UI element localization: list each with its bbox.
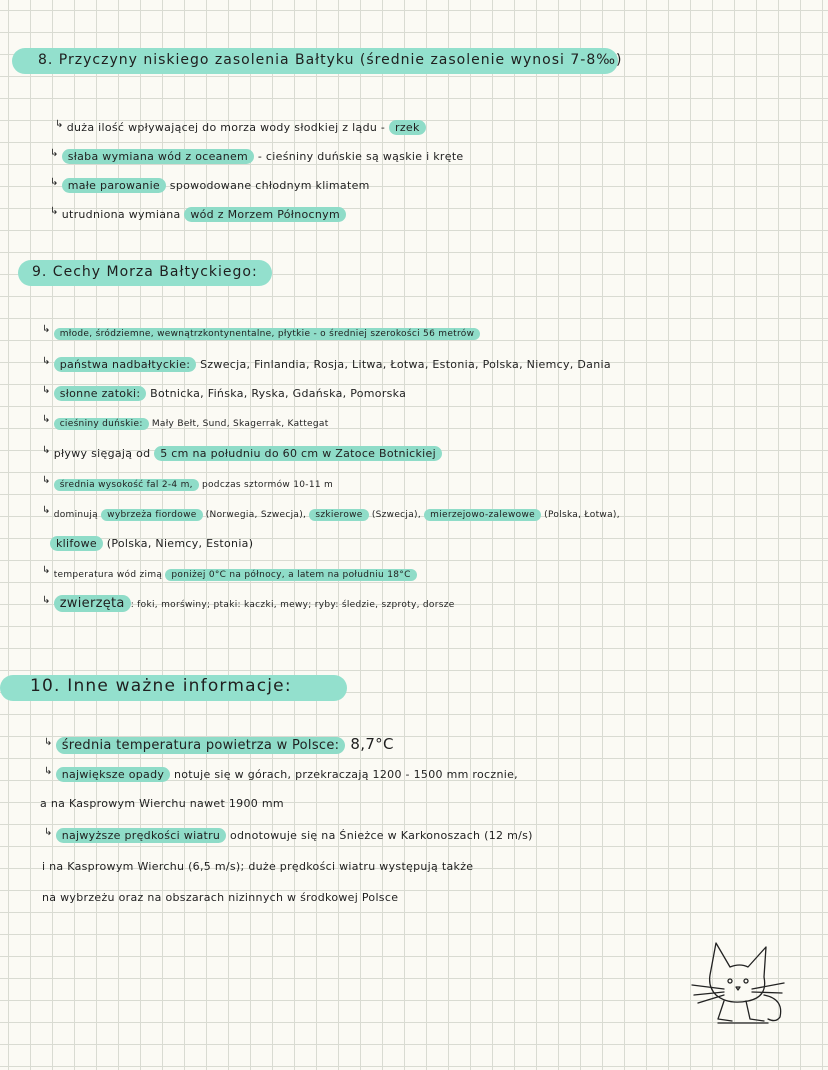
- arrow-icon: ↳: [42, 595, 51, 606]
- arrow-icon: ↳: [42, 414, 51, 425]
- arrow-icon: ↳: [50, 177, 59, 188]
- s8-item-3-text: spowodowane chłodnym klimatem: [166, 179, 370, 192]
- s9-item-3: [42, 386, 406, 403]
- section-8-heading: 8. Przyczyny niskiego zasolenia Bałtyku (średnie zasolenie wynosi 7-8‰): [38, 52, 623, 68]
- s9-item-5-highlight: 5 cm na południu do 60 cm w Zatoce Botnickiej: [154, 446, 442, 461]
- s10-item-3-continued-2: na wybrzeżu oraz na obszarach nizinnych w środkowej Polsce: [42, 891, 399, 904]
- arrow-icon: ↳: [42, 385, 51, 396]
- s10-item-3-highlight: najwyższe prędkości wiatru: [56, 828, 227, 843]
- s8-item-1-highlight: rzek: [389, 120, 426, 135]
- s8-item-2-text: - cieśniny duńskie są wąskie i kręte: [254, 150, 464, 163]
- s10-item-2-continued: a na Kasprowym Wierchu nawet 1900 mm: [40, 797, 284, 810]
- section-10-heading: 10. Inne ważne informacje:: [30, 676, 292, 696]
- s9-item-10-text: : foki, morświny; ptaki: kaczki, mewy; ryby: śledzie, szproty, dorsze: [130, 600, 455, 610]
- s10-item-1-highlight: średnia temperatura powietrza w Polsce:: [56, 737, 346, 754]
- s10-item-3: [44, 828, 533, 845]
- s10-item-2-text: notuje się w górach, przekraczają 1200 - 1500 mm rocznie,: [170, 768, 518, 781]
- arrow-icon: ↳: [42, 445, 51, 456]
- s9-item-7-text-b: (Norwegia, Szwecja),: [202, 510, 310, 520]
- s9-item-4-text: Mały Bełt, Sund, Skagerrak, Kattegat: [148, 419, 329, 429]
- s8-item-2-highlight: słaba wymiana wód z oceanem: [62, 149, 254, 164]
- s8-item-1: [55, 120, 426, 137]
- s9-item-4-highlight: cieśniny duńskie:: [54, 418, 149, 430]
- s9-item-5: [42, 446, 442, 463]
- s9-item-3-text: Botnicka, Fińska, Ryska, Gdańska, Pomorska: [146, 387, 407, 400]
- s8-item-2: [50, 149, 464, 166]
- arrow-icon: ↳: [42, 505, 51, 516]
- arrow-icon: ↳: [44, 827, 53, 838]
- s9-item-9-text: temperatura wód zimą: [53, 570, 166, 580]
- s9-item-9: [42, 567, 417, 583]
- s9-item-1-highlight: młode, śródziemne, wewnątrzkontynentalne, płytkie - o średniej szerokości 56 metrów: [54, 328, 481, 340]
- section-9-heading: 9. Cechy Morza Bałtyckiego:: [32, 264, 258, 280]
- s10-item-2-highlight: największe opady: [56, 767, 170, 782]
- s8-item-4: [50, 207, 346, 224]
- s9-item-8-highlight: klifowe: [50, 536, 103, 551]
- s10-item-3-continued-1: i na Kasprowym Wierchu (6,5 m/s); duże prędkości wiatru występują także: [42, 860, 474, 873]
- s9-item-7: [42, 507, 620, 523]
- s8-item-3-highlight: małe parowanie: [62, 178, 166, 193]
- arrow-icon: ↳: [44, 737, 53, 748]
- s9-item-9-highlight: poniżej 0°C na północy, a latem na południu 18°C: [165, 569, 416, 581]
- s9-item-7-text-d: (Polska, Łotwa),: [540, 510, 620, 520]
- s10-item-1-value: 8,7°C: [345, 735, 394, 753]
- s10-item-2: [44, 767, 518, 784]
- s8-item-1-text: duża ilość wpływającej do morza wody słodkiej z lądu -: [66, 121, 389, 134]
- arrow-icon: ↳: [50, 206, 59, 217]
- s9-item-4: [42, 416, 329, 432]
- s9-item-7-text-a: dominują: [53, 510, 102, 520]
- s9-item-7-highlight-a: wybrzeża fiordowe: [101, 509, 202, 521]
- s9-item-5-text: pływy sięgają od: [53, 447, 155, 460]
- arrow-icon: ↳: [42, 565, 51, 576]
- s9-item-7-text-c: (Szwecja),: [368, 510, 425, 520]
- arrow-icon: ↳: [42, 475, 51, 486]
- s9-item-6-text: podczas sztormów 10-11 m: [198, 480, 334, 490]
- s9-item-7-highlight-b: szkierowe: [309, 509, 368, 521]
- s9-item-3-highlight: słonne zatoki:: [54, 386, 147, 401]
- s9-item-8-text: (Polska, Niemcy, Estonia): [102, 537, 254, 550]
- s8-item-4-text: utrudniona wymiana: [61, 208, 185, 221]
- arrow-icon: ↳: [42, 356, 51, 367]
- s9-item-2-text: Szwecja, Finlandia, Rosja, Litwa, Łotwa, Estonia, Polska, Niemcy, Dania: [196, 358, 611, 371]
- arrow-icon: ↳: [44, 766, 53, 777]
- arrow-icon: ↳: [42, 324, 51, 335]
- arrow-icon: ↳: [55, 119, 64, 130]
- s8-item-3: [50, 178, 370, 195]
- s9-item-6-highlight: średnia wysokość fal 2-4 m,: [54, 479, 199, 491]
- s10-item-3-text: odnotowuje się na Śnieżce w Karkonoszach (12 m/s): [226, 829, 533, 842]
- s10-item-1: [44, 736, 394, 755]
- cat-doodle-icon: [688, 935, 788, 1030]
- s8-item-4-highlight: wód z Morzem Północnym: [184, 207, 346, 222]
- s9-item-6: [42, 477, 333, 493]
- s9-item-10: [42, 596, 455, 613]
- s9-item-1: [42, 326, 480, 342]
- s9-item-7-highlight-c: mierzejowo-zalewowe: [424, 509, 541, 521]
- arrow-icon: ↳: [50, 148, 59, 159]
- s9-item-7-continued: [50, 536, 253, 552]
- s9-item-10-highlight: zwierzęta: [54, 595, 131, 612]
- s9-item-2-highlight: państwa nadbałtyckie:: [54, 357, 197, 372]
- s9-item-2: [42, 357, 611, 374]
